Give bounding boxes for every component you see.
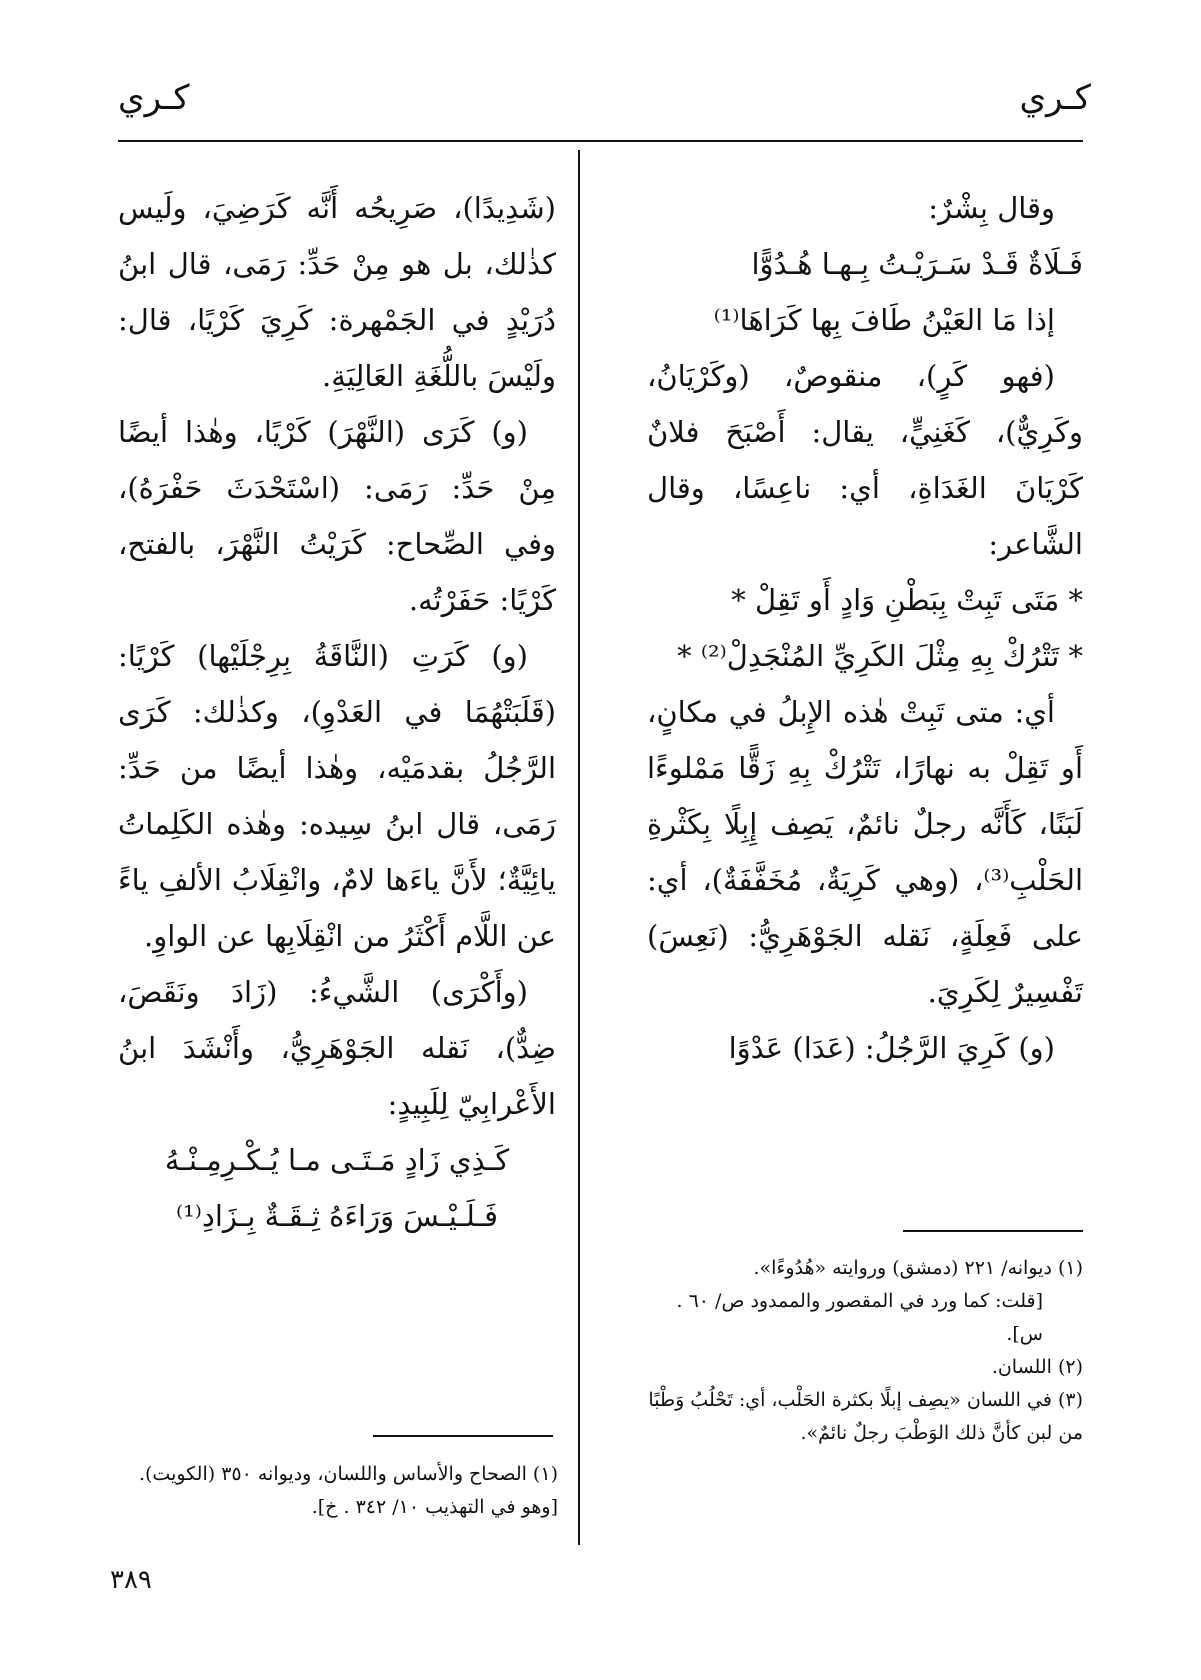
running-header-right: كـري (1019, 78, 1091, 118)
running-header-left: كـري (118, 78, 190, 118)
footnote: (٢) اللسان. (991, 1356, 1083, 1378)
footnote-rule-right (903, 1230, 1083, 1232)
page-number: ٣٨٩ (110, 1565, 152, 1595)
left-column (118, 180, 556, 1244)
verse-line: إذا مَا العَيْنُ طَافَ بِها كَرَاهَا⁽¹⁾ (713, 303, 1055, 337)
footnote: [قلت: كما ورد في المقصور والممدود ص/ ٦٠ . س]. (676, 1290, 1043, 1345)
paragraph: (فهو كَرٍ)، منقوصٌ، (وكَرْيَانُ، وكَرِيٌّ)، كَغَنِيٍّ، يقال: أَصْبَحَ فلانٌ كَرْيَانَ الغَدَاةِ، أي: ناعِسًا، وقال الشَّاعر: (647, 359, 1083, 561)
paragraph: أي: متى تَبِتْ هٰذه الإِبلُ في مكانٍ، أَو تَقِلْ به نهارًا، تَتْرُكْ بِهِ زَقًّا مَمْلوءًا لَبَنًا، كَأَنَّه رجلٌ نائمٌ، يَصِف إِبِلًا بِكَثْرةِ الحَلْبِ⁽³⁾، (وهي كَرِيَةٌ، مُخَفَّفَةٌ)، أي: على فَعِلَةٍ، نَقله الجَوْهَرِيُّ: (نَعِسَ) تَفْسِيرٌ لِكَرِيَ. (647, 695, 1083, 1009)
paragraph: (و) كَرِيَ الرَّجُلُ: (عَدَا) عَدْوًا (728, 1031, 1055, 1065)
verse-line: * مَتَى تَبِتْ بِبَطْنِ وَادٍ أَو تَقِلْ * (731, 583, 1083, 617)
footnote-rule-left (373, 1435, 553, 1437)
verse-line: كَـذِي زَادٍ مَـتَـى مـا يُـكْـرِمِـنْـهُ (164, 1143, 510, 1177)
footnote: (٣) في اللسان «يصِف إبلًا بكثرة الحَلْب، أي: تَحْلُبُ وَطْبًا من لبن كأنَّ ذلك الوَطْبَ رجلٌ نائمٌ». (648, 1389, 1083, 1444)
paragraph: (شَدِيدًا)، صَرِيحُه أَنَّه كَرَضِيَ، ولَيس كذٰلك، بل هو مِنْ حَدِّ: رَمَى، قال ابنُ دُرَيْدٍ في الجَمْهرة: كَرِيَ كَرْيًا، قال: ولَيْسَ باللُّغَةِ العَالِيَةِ. (118, 191, 556, 393)
header-rule (118, 140, 1083, 142)
footnotes-right (643, 1252, 1083, 1450)
footnote: (١) ديوانه/ ٢٢١ (دمشق) وروايته «هُدُوءًا». (753, 1257, 1083, 1279)
paragraph: (وأَكْرَى) الشَّيءُ: (زَادَ ونَقَصَ، ضِدٌّ)، نَقله الجَوْهَرِيُّ، وأَنْشَدَ ابنُ الأَعْرابِيّ لِلَبِيدٍ: (118, 975, 556, 1121)
verse-line: * تَتْرُكْ بِهِ مِثْلَ الكَرِيِّ المُنْجَدِلْ⁽²⁾ * (677, 639, 1083, 673)
right-column (647, 180, 1083, 1076)
paragraph: وقال بِشْرٌ: (928, 191, 1055, 225)
paragraph: (و) كَرَى (النَّهْرَ) كَرْيًا، وهٰذا أيضًا مِنْ حَدِّ: رَمَى: (اسْتَحْدَثَ حَفْرَهُ)، وفي الصِّحاح: كَرَيْتُ النَّهْرَ، بالفتح، كَرْيًا: حَفَرْتُه. (118, 415, 556, 617)
verse-line: فَـلَـيْـسَ وَرَاءَهُ ثِـقَـةٌ بِـزَادِ⁽¹⁾ (176, 1199, 498, 1233)
footnote: (١) الصحاح والأساس واللسان، وديوانه ٣٥٠ (الكويت). [وهو في التهذيب ١٠/ ٣٤٢ . خ]. (138, 1463, 558, 1518)
footnotes-left (118, 1458, 558, 1524)
paragraph: (و) كَرَتِ (النَّاقَةُ بِرِجْلَيْها) كَرْيًا: (قَلَبَتْهُمَا في العَدْوِ)، وكذٰلك: كَرَى الرَّجُلُ بقدمَيْه، وهٰذا أيضًا من حَدِّ: رَمَى، قال ابنُ سِيده: وهٰذه الكَلِماتُ يائِيَّةٌ؛ لأَنَّ ياءَها لامٌ، وانْقِلَابُ الألفِ ياءً عن اللَّام أَكْثَرُ من انْقِلَابِها عن الواوِ. (118, 639, 556, 953)
verse-line: فَـلَاةٌ قَـدْ سَـرَيْـتُ بِـهـا هُـدُوًّا (751, 247, 1083, 281)
column-separator (578, 150, 580, 1545)
